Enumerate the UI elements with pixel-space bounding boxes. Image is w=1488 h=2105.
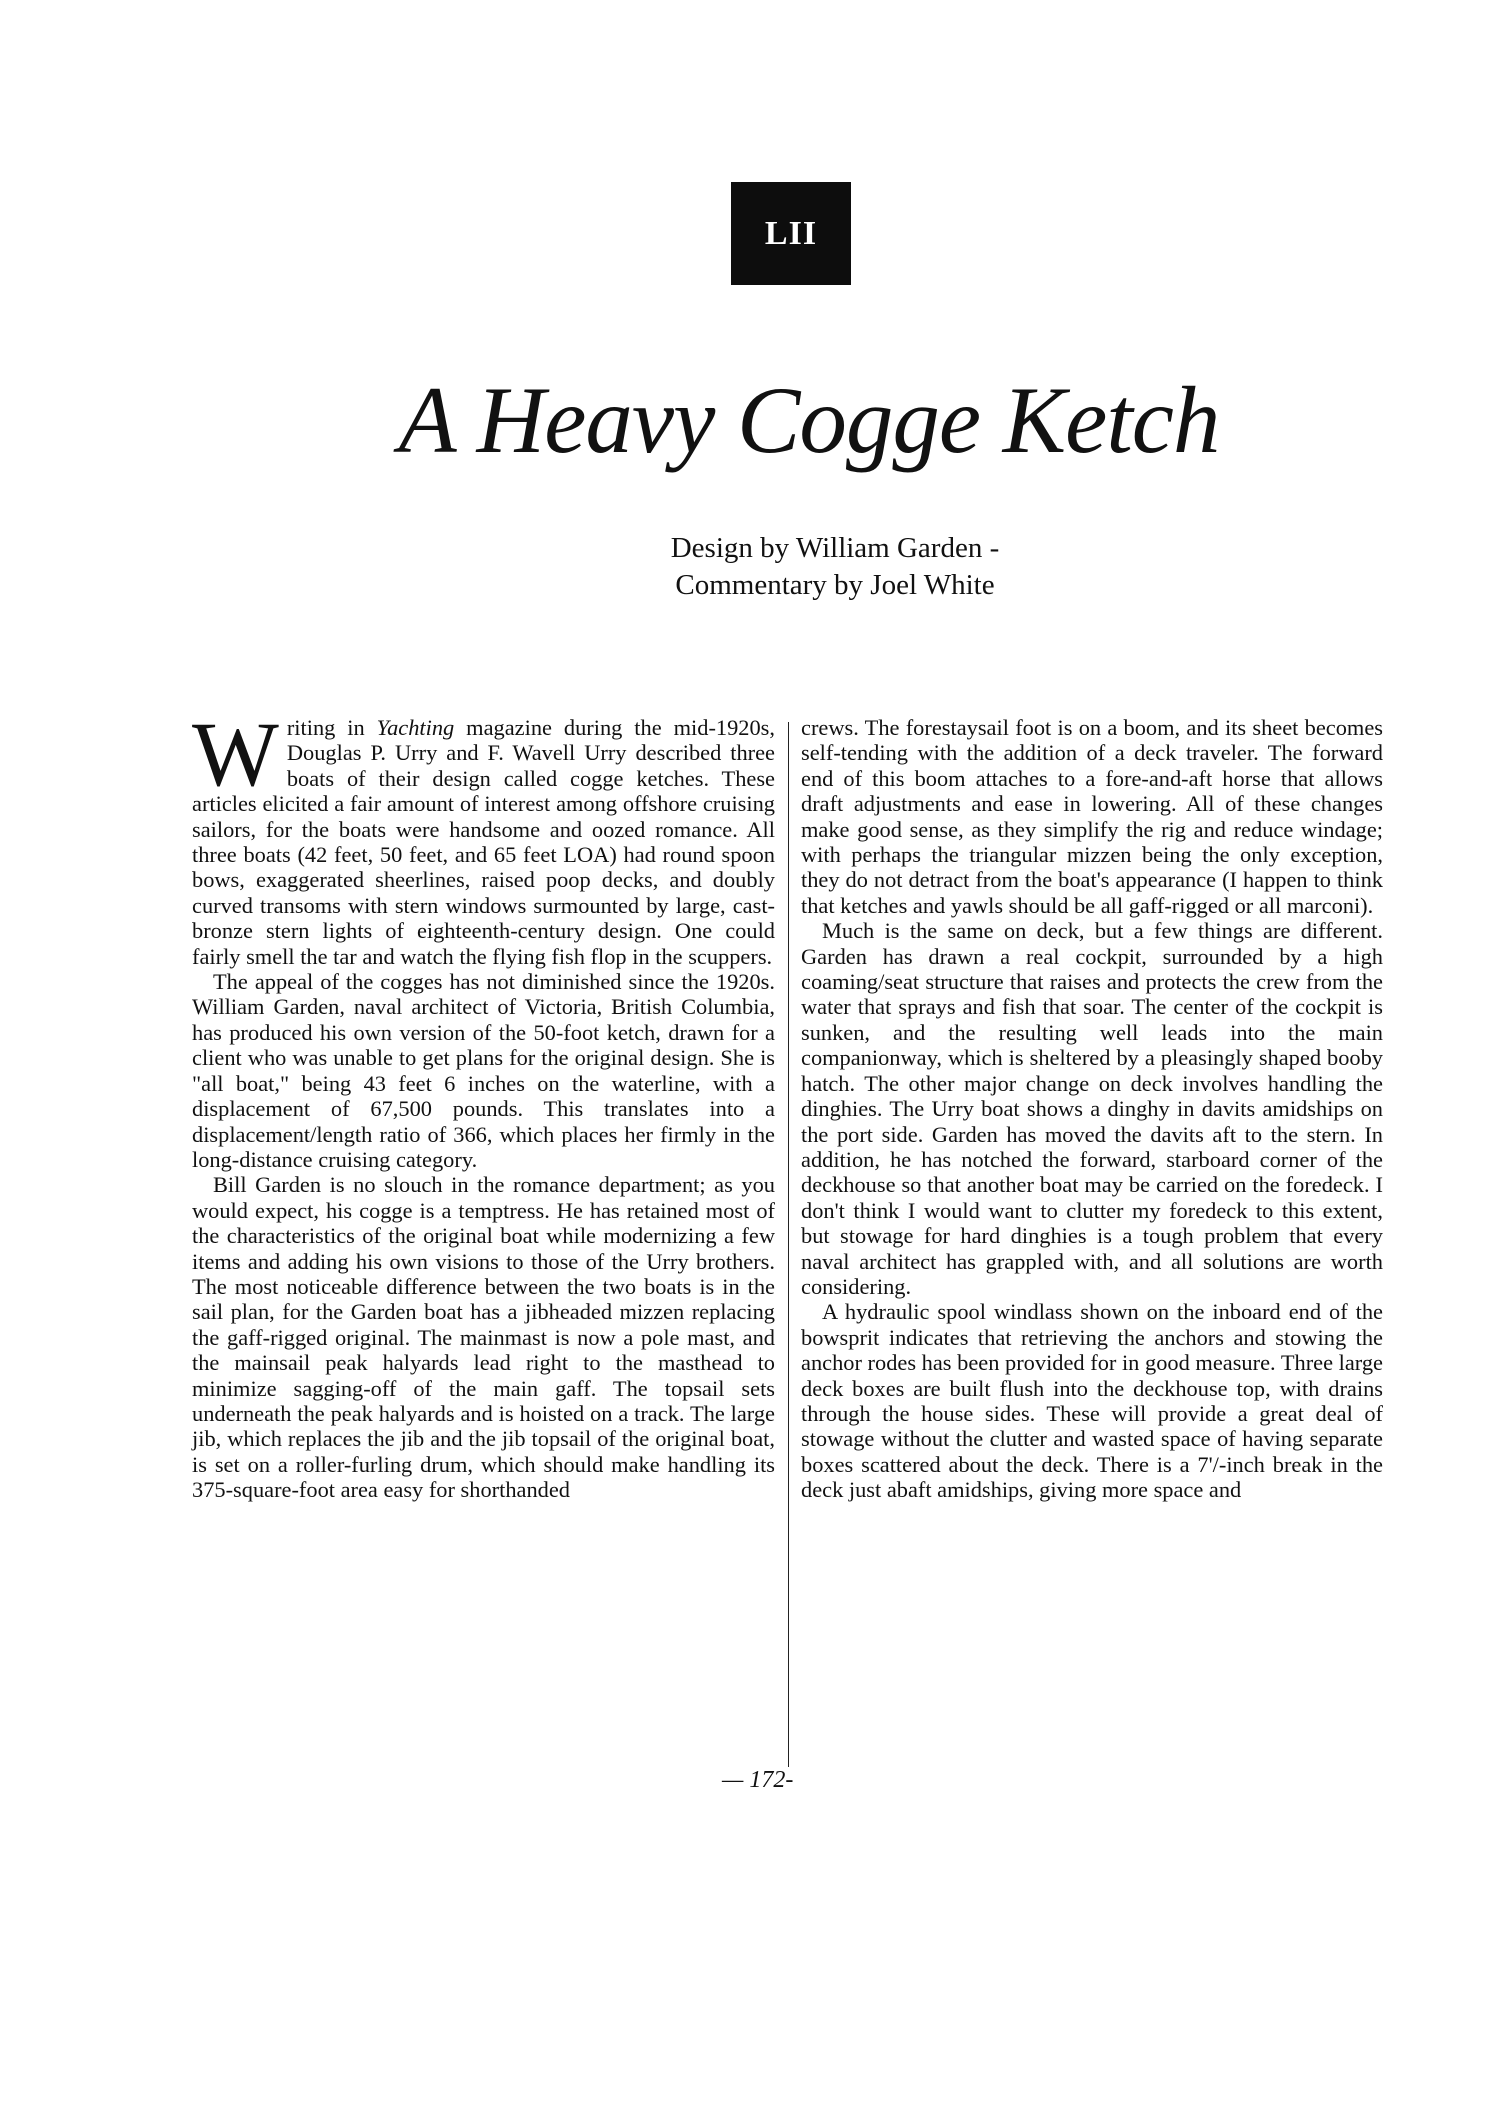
paragraph-3-continued: crews. The forestaysail foot is on a boom, and its sheet becomes self-tending with the addition of a deck traveler. The forward end of this boom attaches to a fore-and-aft horse that allows draft adjustments and ease in lowering. All of these changes make good sense, as they simplify the rig and reduce windage; with perhaps the triangular mizzen being the only exception, they do not detract from the boat's appearance (I happen to think that ketches and yawls should be all gaff-rigged or all marconi). xyxy=(801,715,1383,918)
paragraph-1-text: magazine during the mid-1920s, Douglas P. Urry and F. Wavell Urry described three boats of their design called cogge ketches. These articles elicited a fair amount of interest among offshore cruising sailors, for the boats were handsome and oozed romance. All three boats (42 feet, 50 feet, and 65 feet LOA) had round spoon bows, exaggerated sheerlines, raised poop decks, and doubly curved transoms with stern windows surmounted by large, cast-bronze stern lights of eighteenth-century design. One could fairly smell the tar and watch the flying fish flop in the scuppers. xyxy=(192,715,775,969)
byline-designer: Design by William Garden - xyxy=(670,532,1000,564)
column-divider xyxy=(788,722,789,1792)
paragraph-1-lead: riting in xyxy=(286,715,377,740)
text-column-left xyxy=(192,703,775,1503)
paragraph-5: A hydraulic spool windlass shown on the inboard end of the bowsprit indicates that retrieving the anchors and stowing the anchor rodes has been provided for in good measure. Three large deck boxes are built flush into the deckhouse top, with drains through the house sides. These will provide a great deal of stowage without the clutter and wasted space of having separate boxes scattered about the deck. There is a 7'/-inch break in the deck just abaft amidships, giving more space and xyxy=(801,1299,1383,1503)
magazine-name: Yachting xyxy=(376,715,455,740)
paragraph-1 xyxy=(192,703,775,969)
paragraph-3: Bill Garden is no slouch in the romance department; as you would expect, his cogge is a temptress. He has retained most of the characteristics of the original boat while modernizing a few items and adding his own visions to those of the Urry brothers. The most noticeable difference between the two boats is in the sail plan, for the Garden boat has a jibheaded mizzen replacing the gaff-rigged original. The mainmast is now a pole mast, and the mainsail peak halyards lead right to the masthead to minimize sagging-off of the main gaff. The topsail sets underneath the peak halyards and is hoisted on a track. The large jib, which replaces the jib and the jib topsail of the original boat, is set on a roller-furling drum, which should make handling its 375-square-foot area easy for shorthanded xyxy=(192,1172,775,1503)
article-title: A Heavy Cogge Ketch xyxy=(398,367,1220,473)
paragraph-2: The appeal of the cogges has not diminished since the 1920s. William Garden, naval architect of Victoria, British Columbia, has produced his own version of the 50-foot ketch, drawn for a client who was unable to get plans for the original design. She is "all boat," being 43 feet 6 inches on the waterline, with a displacement of 67,500 pounds. This translates into a displacement/length ratio of 366, which places her firmly in the long-distance cruising category. xyxy=(192,969,775,1172)
page-number: — 172- xyxy=(720,1767,842,1794)
chapter-numeral: LII xyxy=(764,214,818,252)
text-column-right xyxy=(801,715,1383,1503)
byline xyxy=(560,530,1110,604)
drop-cap: W xyxy=(192,703,279,805)
paragraph-4: Much is the same on deck, but a few things are different. Garden has drawn a real cockpit, surrounded by a high coaming/seat structure that raises and protects the crew from the water that sprays and fish that soar. The center of the cockpit is sunken, and the resulting well leads into the main companionway, which is sheltered by a pleasingly shaped booby hatch. The other major change on deck involves handling the dinghies. The Urry boat shows a dinghy in davits amidships on the port side. Garden has moved the davits aft to the stern. In addition, he has notched the forward, starboard corner of the deckhouse so that another boat may be carried on the foredeck. I don't think I would want to clutter my foredeck to this extent, but stowage for hard dinghies is a tough problem that every naval architect has grappled with, and all solutions are worth considering. xyxy=(801,918,1383,1299)
byline-commentary: Commentary by Joel White xyxy=(675,569,995,601)
chapter-number-badge xyxy=(731,182,851,285)
